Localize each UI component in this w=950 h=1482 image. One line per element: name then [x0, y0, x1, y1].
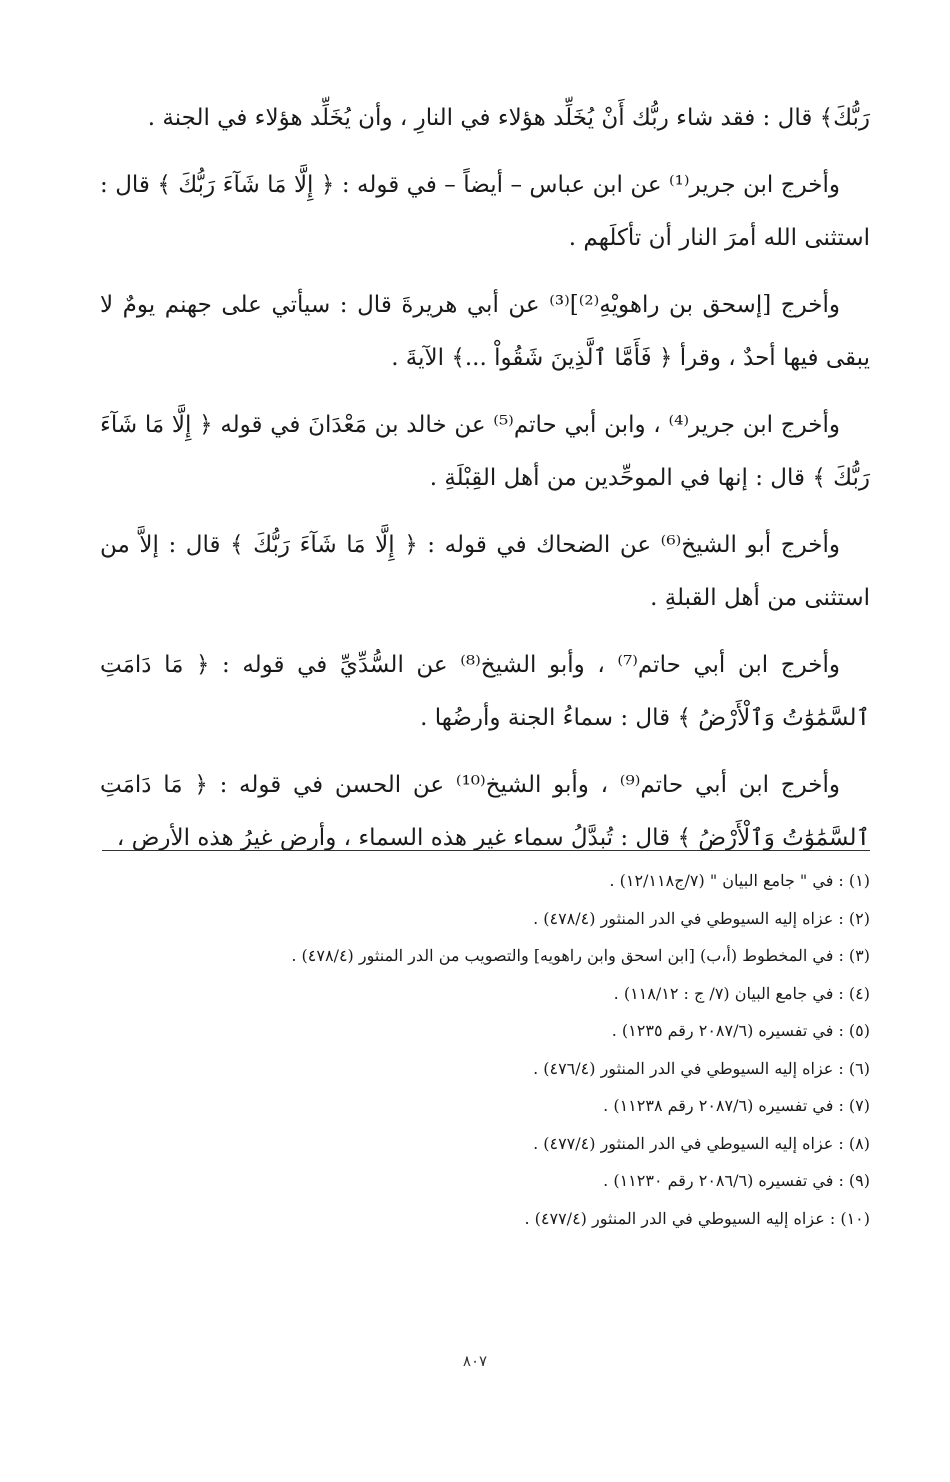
footnote-9: (٩) : في تفسيره (٢٠٨٦/٦ رقم ١١٢٣٠) .	[603, 1171, 870, 1190]
footnote-10: (١٠) : عزاه إليه السيوطي في الدر المنثور (٤٧٧/٤) .	[524, 1208, 870, 1228]
paragraph-2: وأخرج ابن جرير⁽¹⁾ عن ابن عباس – أيضاً – في قوله : ﴿ إِلَّا مَا شَآءَ رَبُّكَ ﴾ قال : استثنى الله أمرَ النار أن تأكلَهم .	[100, 172, 870, 251]
footnote-7: (٧) : في تفسيره (٢٠٨٧/٦ رقم ١١٢٣٨) .	[603, 1096, 870, 1115]
paragraph-6: وأخرج ابن أبي حاتم⁽⁷⁾ ، وأبو الشيخ⁽⁸⁾ عن السُّدِّيِّ في قوله : ﴿ مَا دَامَتِ ٱلسَّمَٰوَٰتُ وَٱلْأَرْضُ ﴾ قال : سماءُ الجنة وأرضُها .	[100, 652, 870, 731]
paragraph-3: وأخرج [إسحق بن راهويْهِ⁽²⁾]⁽³⁾ عن أبي هريرةَ قال : سيأتي على جهنم يومٌ لا يبقى فيها أحدٌ ، وقرأ ﴿ فَأَمَّا ٱلَّذِينَ شَقُواْ ...﴾ الآيةَ .	[100, 292, 870, 371]
footnotes-list	[100, 862, 870, 1237]
footnote-2: (٢) : عزاه إليه السيوطي في الدر المنثور (٤٧٨/٤) .	[533, 908, 870, 928]
paragraph-4: وأخرج ابن جرير⁽⁴⁾ ، وابن أبي حاتم⁽⁵⁾ عن خالد بن مَعْدَانَ في قوله ﴿ إِلَّا مَا شَآءَ رَبُّكَ ﴾ قال : إنها في الموحِّدين من أهل القِبْلَةِ .	[100, 412, 870, 491]
paragraph-5: وأخرج أبو الشيخ⁽⁶⁾ عن الضحاك في قوله : ﴿ إِلَّا مَا شَآءَ رَبُّكَ ﴾ قال : إلاَّ من استثنى من أهل القبلةِ .	[100, 532, 870, 611]
footnote-3: (٣) : في المخطوط (أ،ب) [ابن اسحق وابن راهويه] والتصويب من الدر المنثور (٤٧٨/٤) .	[291, 946, 870, 965]
footnote-6: (٦) : عزاه إليه السيوطي في الدر المنثور (٤٧٦/٤) .	[533, 1058, 870, 1078]
footnote-4: (٤) : في جامع البيان (٧/ ج : ١١٨/١٢) .	[613, 983, 870, 1003]
footnote-8: (٨) : عزاه إليه السيوطي في الدر المنثور (٤٧٧/٤) .	[533, 1133, 870, 1153]
footnote-divider	[102, 850, 870, 851]
page-number: ٨٠٧	[462, 1352, 488, 1370]
main-text	[100, 92, 870, 879]
paragraph-1: رَبُّكَ﴾ قال : فقد شاء ربُّك أَنْ يُخَلِّد هؤلاء في النارِ ، وأن يُخَلِّد هؤلاء في الجنة .	[147, 105, 870, 131]
footnote-5: (٥) : في تفسيره (٢٠٨٧/٦ رقم ١٢٣٥) .	[611, 1021, 870, 1040]
paragraph-7: وأخرج ابن أبي حاتم⁽⁹⁾ ، وأبو الشيخ⁽¹⁰⁾ عن الحسن في قوله : ﴿ مَا دَامَتِ ٱلسَّمَٰوَٰتُ وَٱلْأَرْضُ ﴾ قال : تُبدَّلُ سماء غير هذه السماء ، وأرض غيرُ هذه الأرض ،	[100, 772, 870, 851]
footnote-1: (١) : في " جامع البيان " (٧/ج١٢/١١٨) .	[609, 871, 870, 890]
